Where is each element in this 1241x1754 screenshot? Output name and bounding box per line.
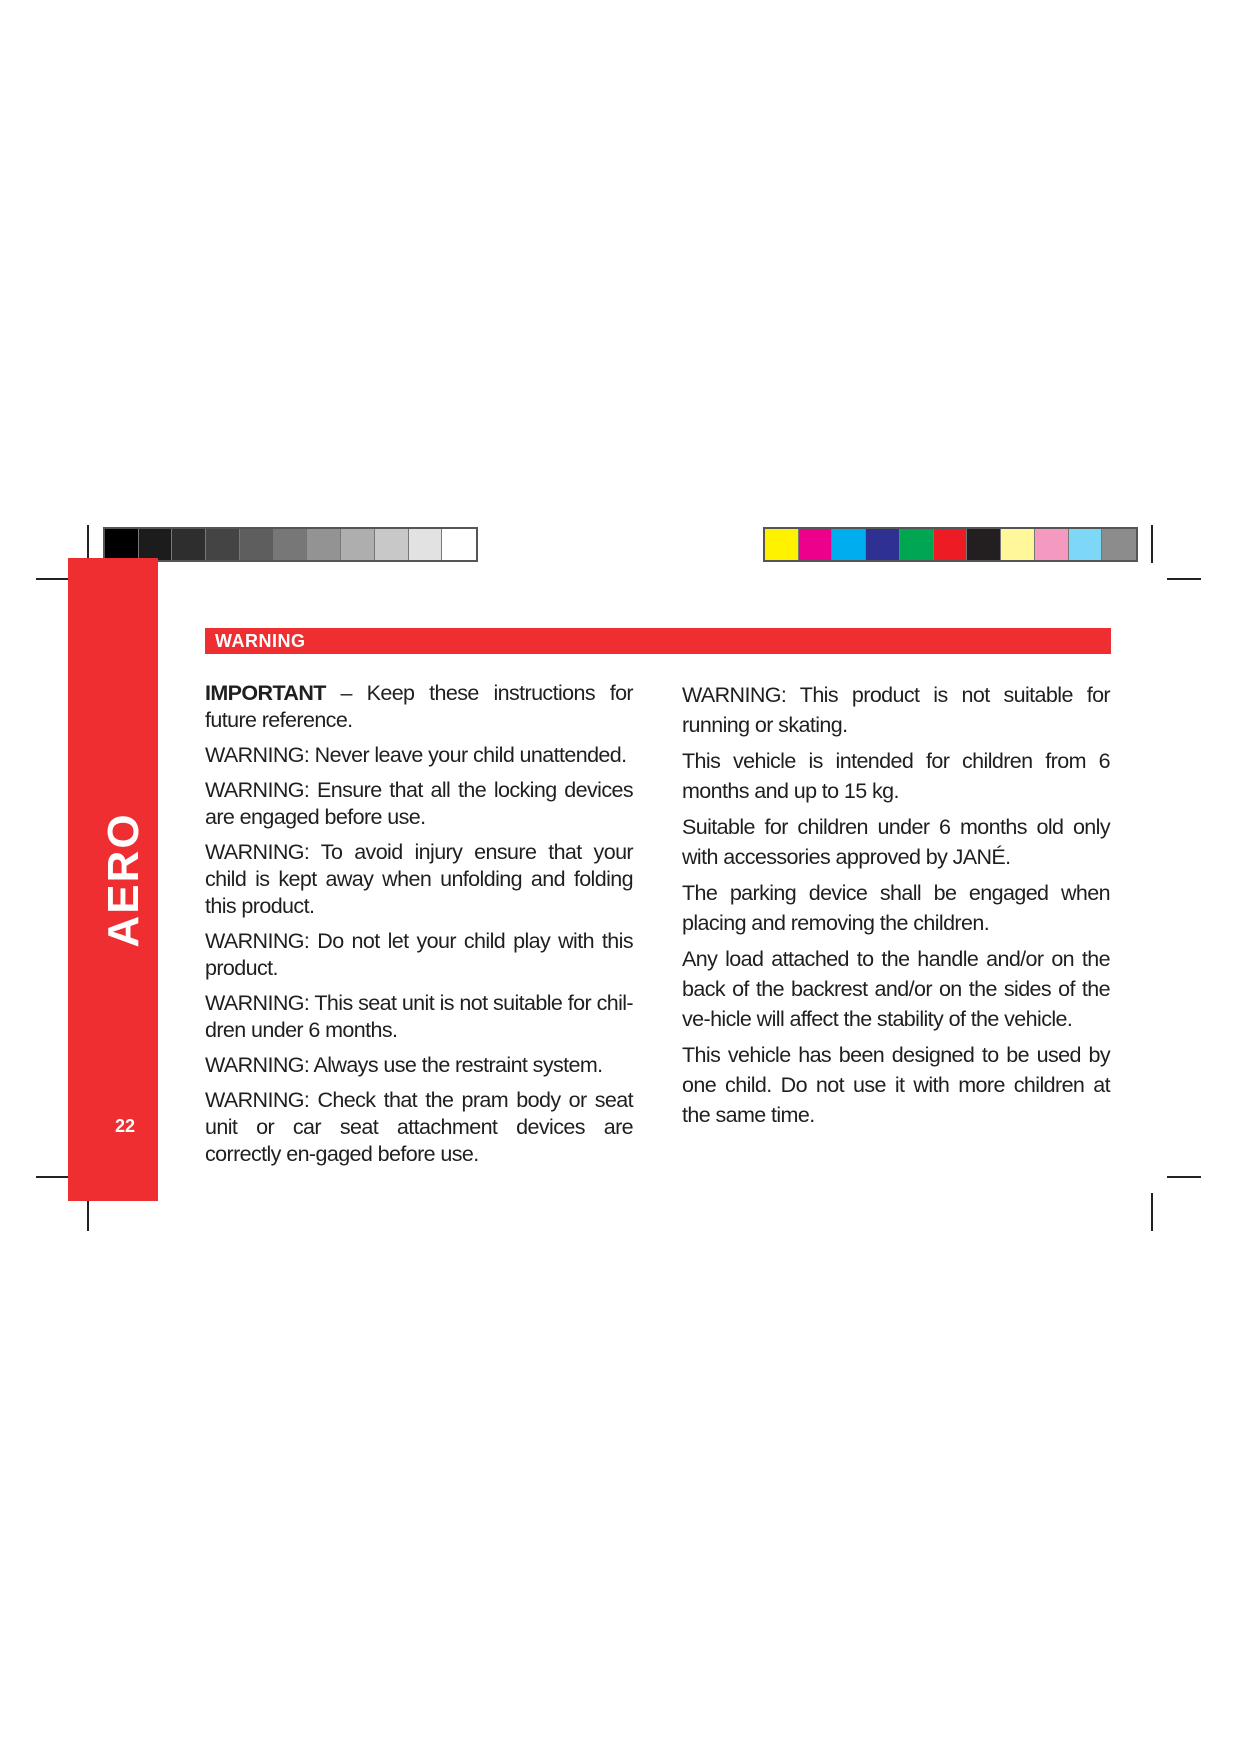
grayscale-swatch — [240, 529, 274, 560]
important-text: – Keep these instructions for future reference. — [205, 681, 633, 732]
product-name: AERO — [99, 812, 148, 948]
warning-header-bar — [205, 628, 1111, 654]
info-paragraph: Suitable for children under 6 months old only with accessories approved by JANÉ. — [682, 815, 1110, 869]
color-swatch — [934, 529, 968, 560]
grayscale-swatch — [139, 529, 173, 560]
warning-paragraph: WARNING: To avoid injury ensure that your child is kept away when unfolding and folding this product. — [205, 840, 633, 918]
warning-paragraph: WARNING: Check that the pram body or seat unit or car seat attachment devices are correctly en-gaged before use. — [205, 1088, 633, 1166]
color-calibration-bar — [763, 527, 1138, 562]
right-column — [682, 680, 1110, 1136]
crop-mark — [1167, 578, 1201, 580]
color-swatch — [765, 529, 799, 560]
warning-header-label: WARNING — [215, 631, 306, 651]
grayscale-swatch — [172, 529, 206, 560]
warning-paragraph: WARNING: Ensure that all the locking devices are engaged before use. — [205, 778, 633, 829]
color-swatch — [1069, 529, 1103, 560]
color-swatch — [967, 529, 1001, 560]
color-swatch — [799, 529, 833, 560]
color-swatch — [1102, 529, 1136, 560]
grayscale-calibration-bar — [103, 527, 478, 562]
info-paragraph: This vehicle has been designed to be used by one child. Do not use it with more children at the same time. — [682, 1043, 1110, 1127]
important-label: IMPORTANT — [205, 681, 326, 705]
left-column — [205, 680, 633, 1176]
color-swatch — [832, 529, 866, 560]
warning-paragraph: WARNING: This seat unit is not suitable for chil-dren under 6 months. — [205, 991, 633, 1042]
grayscale-swatch — [274, 529, 308, 560]
crop-mark — [1167, 1176, 1201, 1178]
important-paragraph — [205, 680, 633, 734]
color-swatch — [1035, 529, 1069, 560]
crop-mark — [1151, 525, 1153, 563]
color-swatch — [1001, 529, 1035, 560]
grayscale-swatch — [375, 529, 409, 560]
page-number: 22 — [114, 1116, 136, 1136]
crop-mark — [1151, 1193, 1153, 1231]
info-paragraph: Any load attached to the handle and/or on the back of the backrest and/or on the sides of the ve-hicle will affect the stability of the vehicle. — [682, 947, 1110, 1031]
warning-paragraph: WARNING: Do not let your child play with this product. — [205, 929, 633, 980]
warning-paragraph: WARNING: Never leave your child unattended. — [205, 743, 627, 767]
info-paragraph: The parking device shall be engaged when placing and removing the children. — [682, 881, 1110, 935]
color-swatch — [900, 529, 934, 560]
grayscale-swatch — [442, 529, 476, 560]
grayscale-swatch — [206, 529, 240, 560]
grayscale-swatch — [105, 529, 139, 560]
warning-paragraph: WARNING: This product is not suitable for running or skating. — [682, 683, 1110, 737]
info-paragraph: This vehicle is intended for children from 6 months and up to 15 kg. — [682, 749, 1110, 803]
grayscale-swatch — [409, 529, 443, 560]
warning-paragraph: WARNING: Always use the restraint system. — [205, 1053, 603, 1077]
grayscale-swatch — [307, 529, 341, 560]
color-swatch — [866, 529, 900, 560]
grayscale-swatch — [341, 529, 375, 560]
